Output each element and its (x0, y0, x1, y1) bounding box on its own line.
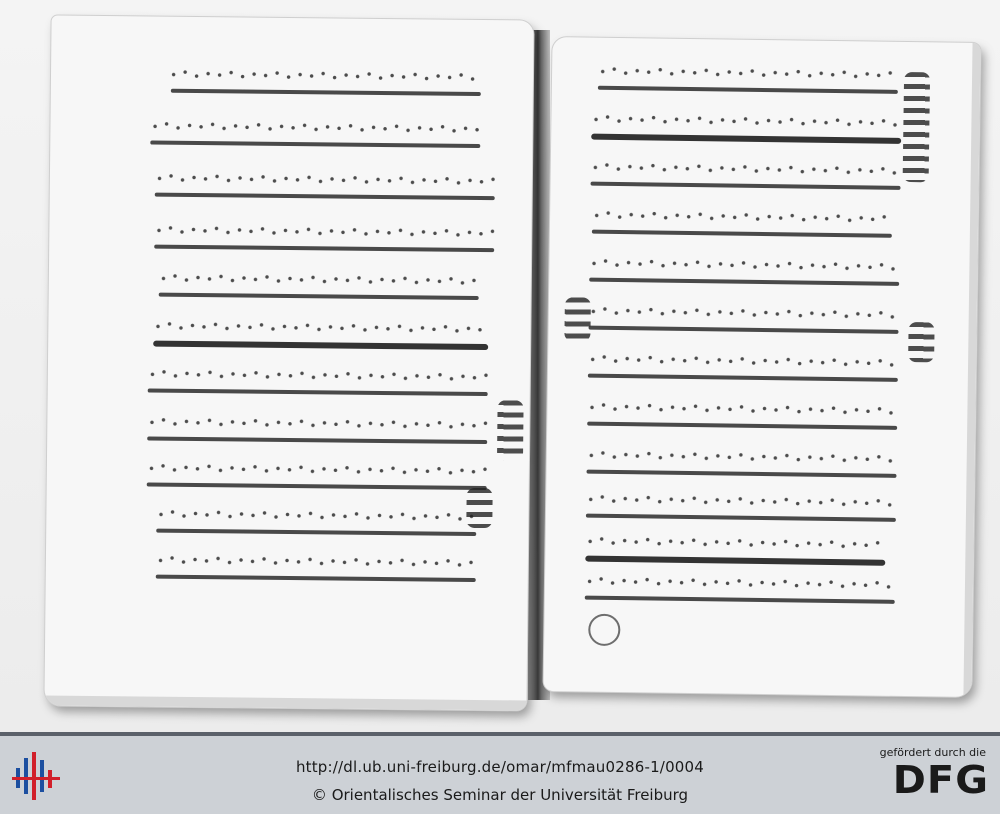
text-line-glyphs (156, 553, 476, 582)
text-line-glyphs (586, 492, 896, 522)
copyright-notice: © Orientalisches Seminar der Universität Freiburg (311, 786, 689, 804)
catchword-mark (588, 614, 620, 646)
text-line-glyphs (591, 160, 901, 190)
text-line-glyphs (148, 367, 488, 397)
margin-note (903, 72, 931, 182)
margin-note (564, 297, 591, 341)
page-edge (44, 695, 526, 710)
text-line-glyphs (147, 461, 487, 491)
text-line-glyphs (586, 448, 896, 478)
text-line-glyphs (153, 319, 488, 349)
text-line-glyphs (585, 534, 885, 564)
text-line-glyphs (591, 112, 901, 142)
page-edge (963, 43, 980, 697)
funder-block (866, 746, 989, 802)
text-line-glyphs (169, 67, 481, 96)
text-line-glyphs (154, 223, 494, 253)
margin-note (497, 400, 524, 460)
text-line-glyphs (592, 208, 892, 238)
manuscript-page-left (44, 15, 533, 710)
text-line-glyphs (155, 171, 495, 201)
viewer-footer (0, 732, 1000, 814)
text-line-glyphs (589, 256, 899, 286)
text-line-glyphs (598, 64, 898, 94)
text-line-glyphs (588, 352, 898, 382)
margin-note (908, 322, 935, 362)
manuscript-page-right (543, 37, 980, 697)
text-line-glyphs (150, 119, 480, 148)
text-line-glyphs (147, 415, 487, 445)
permalink-url[interactable]: http://dl.ub.uni-freiburg.de/omar/mfmau0286-1/0004 (295, 758, 705, 776)
text-line-glyphs (156, 507, 476, 536)
text-line-glyphs (159, 271, 479, 300)
text-line-glyphs (589, 304, 899, 334)
margin-note (466, 488, 492, 528)
funder-label: gefördert durch die (879, 746, 986, 759)
dfg-logo[interactable]: DFG (892, 758, 989, 802)
text-line-glyphs (585, 574, 895, 604)
text-line-glyphs (587, 400, 897, 430)
